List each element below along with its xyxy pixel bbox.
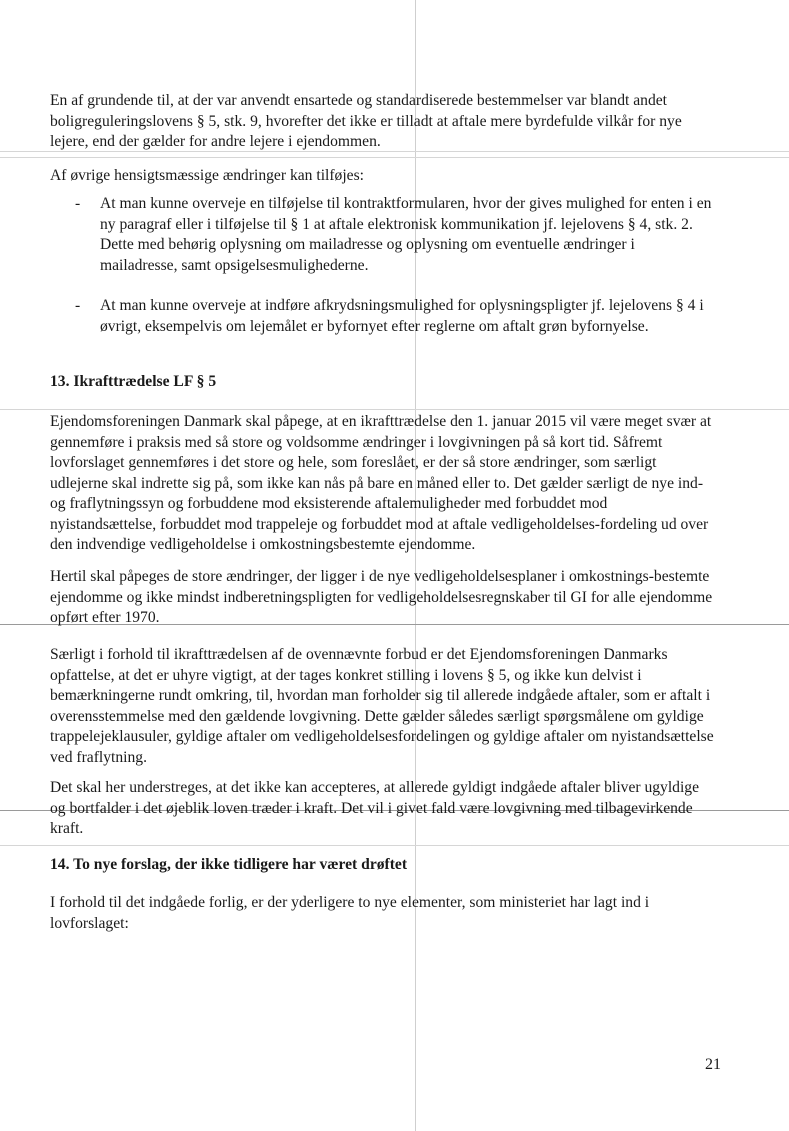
section-14-heading: 14. To nye forslag, der ikke tidligere har været drøftet xyxy=(50,856,408,873)
scan-line xyxy=(0,845,789,846)
section-13-paragraph-1 xyxy=(50,412,715,556)
changes-list xyxy=(50,194,715,337)
section-13-paragraph-2 xyxy=(50,567,715,629)
intro-paragraph xyxy=(50,91,715,153)
section-13-text: Ejendomsforeningen Danmark skal påpege, at en ikrafttrædelse den 1. januar 2015 vil være meget svær at gennemføre i praksis med så store og voldsomme ændringer i lovgivningen på så kort tid. Såfremt lovforslaget gennemføres i det store og hele, som foreslået, er der så store ændringer, som særligt udlejerne skal indrette sig på, som ikke kan nås på bare en måned eller to. Det gælder særligt de nye ind- og fraflytningssyn og forbuddene mod eksisterende aftalemuligheder med forbuddet mod nyistandsættelse, forbuddet mod trappeleje og forbuddet mod at aftale vedligeholdelses-fordeling ud over den indvendige vedligeholdelse i omkostningsbestemte ejendomme. xyxy=(50,413,712,553)
list-item-text: At man kunne overveje en tilføjelse til kontraktformularen, hvor der gives mulighed for enten i en ny paragraf eller i tilføjelse til § 1 at aftale elektronisk kommunikation jf. lejelovens § 4, stk. 2. Dette med behørig oplysning om mailadresse og oplysning om eventuelle ændringer i mailadresse, samt opsigelsesmulighederne. xyxy=(100,195,712,274)
section-14-text: I forhold til det indgåede forlig, er der yderligere to nye elementer, som ministeriet har lagt ind i lovforslaget: xyxy=(50,894,650,932)
section-13-heading: 13. Ikrafttrædelse LF § 5 xyxy=(50,373,217,390)
list-item xyxy=(50,296,715,337)
list-item xyxy=(50,194,715,276)
bullet-dash: - xyxy=(75,195,81,212)
scan-line xyxy=(0,409,789,410)
section-13-text: Særligt i forhold til ikrafttrædelsen af de ovennævnte forbud er det Ejendomsforeningen Danmarks opfattelse, at det er uhyre vigtigt, at der tages konkret stilling i lovens § 5, og ikke kun delvist i bemærkningerne rundt omkring, til, hvordan man forholder sig til allerede indgåede aftaler, som er aftalt i overensstemmelse med den gældende lovgivning. Dette gælder således særligt spørgsmålene om gyldige trappelejeklausuler, gyldige aftaler om vedligeholdelsesfordelingen og gyldige aftaler om nyistandsættelse ved fraflytning. xyxy=(50,646,714,766)
section-13-paragraph-3 xyxy=(50,645,715,768)
section-13-text: Det skal her understreges, at det ikke kan accepteres, at allerede gyldigt indgåede aftaler bliver ugyldige og bortfalder i det øjeblik loven træder i kraft. Det vil i givet fald være lovgivning med tilbagevirkende kraft. xyxy=(50,779,700,837)
page-number: 21 xyxy=(705,1056,721,1073)
scan-line xyxy=(0,157,789,158)
changes-intro-text: Af øvrige hensigtsmæssige ændringer kan tilføjes: xyxy=(50,167,364,184)
intro-text: En af grundende til, at der var anvendt ensartede og standardiserede bestemmelser var blandt andet boligreguleringslovens § 5, stk. 9, hvorefter det ikke er tilladt at aftale mere byrdefulde vilkår for nye lejere, end der gælder for andre lejere i ejendommen. xyxy=(50,92,682,150)
section-13-paragraph-4 xyxy=(50,778,715,840)
list-item-text: At man kunne overveje at indføre afkrydsningsmulighed for oplysningspligter jf. lejelovens § 4 i øvrigt, eksempelvis om lejemålet er byfornyet efter reglerne om aftalt grøn byfornyelse. xyxy=(100,297,704,335)
changes-intro xyxy=(50,166,715,187)
section-13-text: Hertil skal påpeges de store ændringer, der ligger i de nye vedligeholdelsesplaner i omkostnings-bestemte ejendomme og ikke mindst indberetningspligten for vedligeholdelsesregnskaber til GI for alle ejendomme opført efter 1970. xyxy=(50,568,713,626)
section-14-paragraph xyxy=(50,893,715,934)
bullet-dash: - xyxy=(75,297,81,314)
